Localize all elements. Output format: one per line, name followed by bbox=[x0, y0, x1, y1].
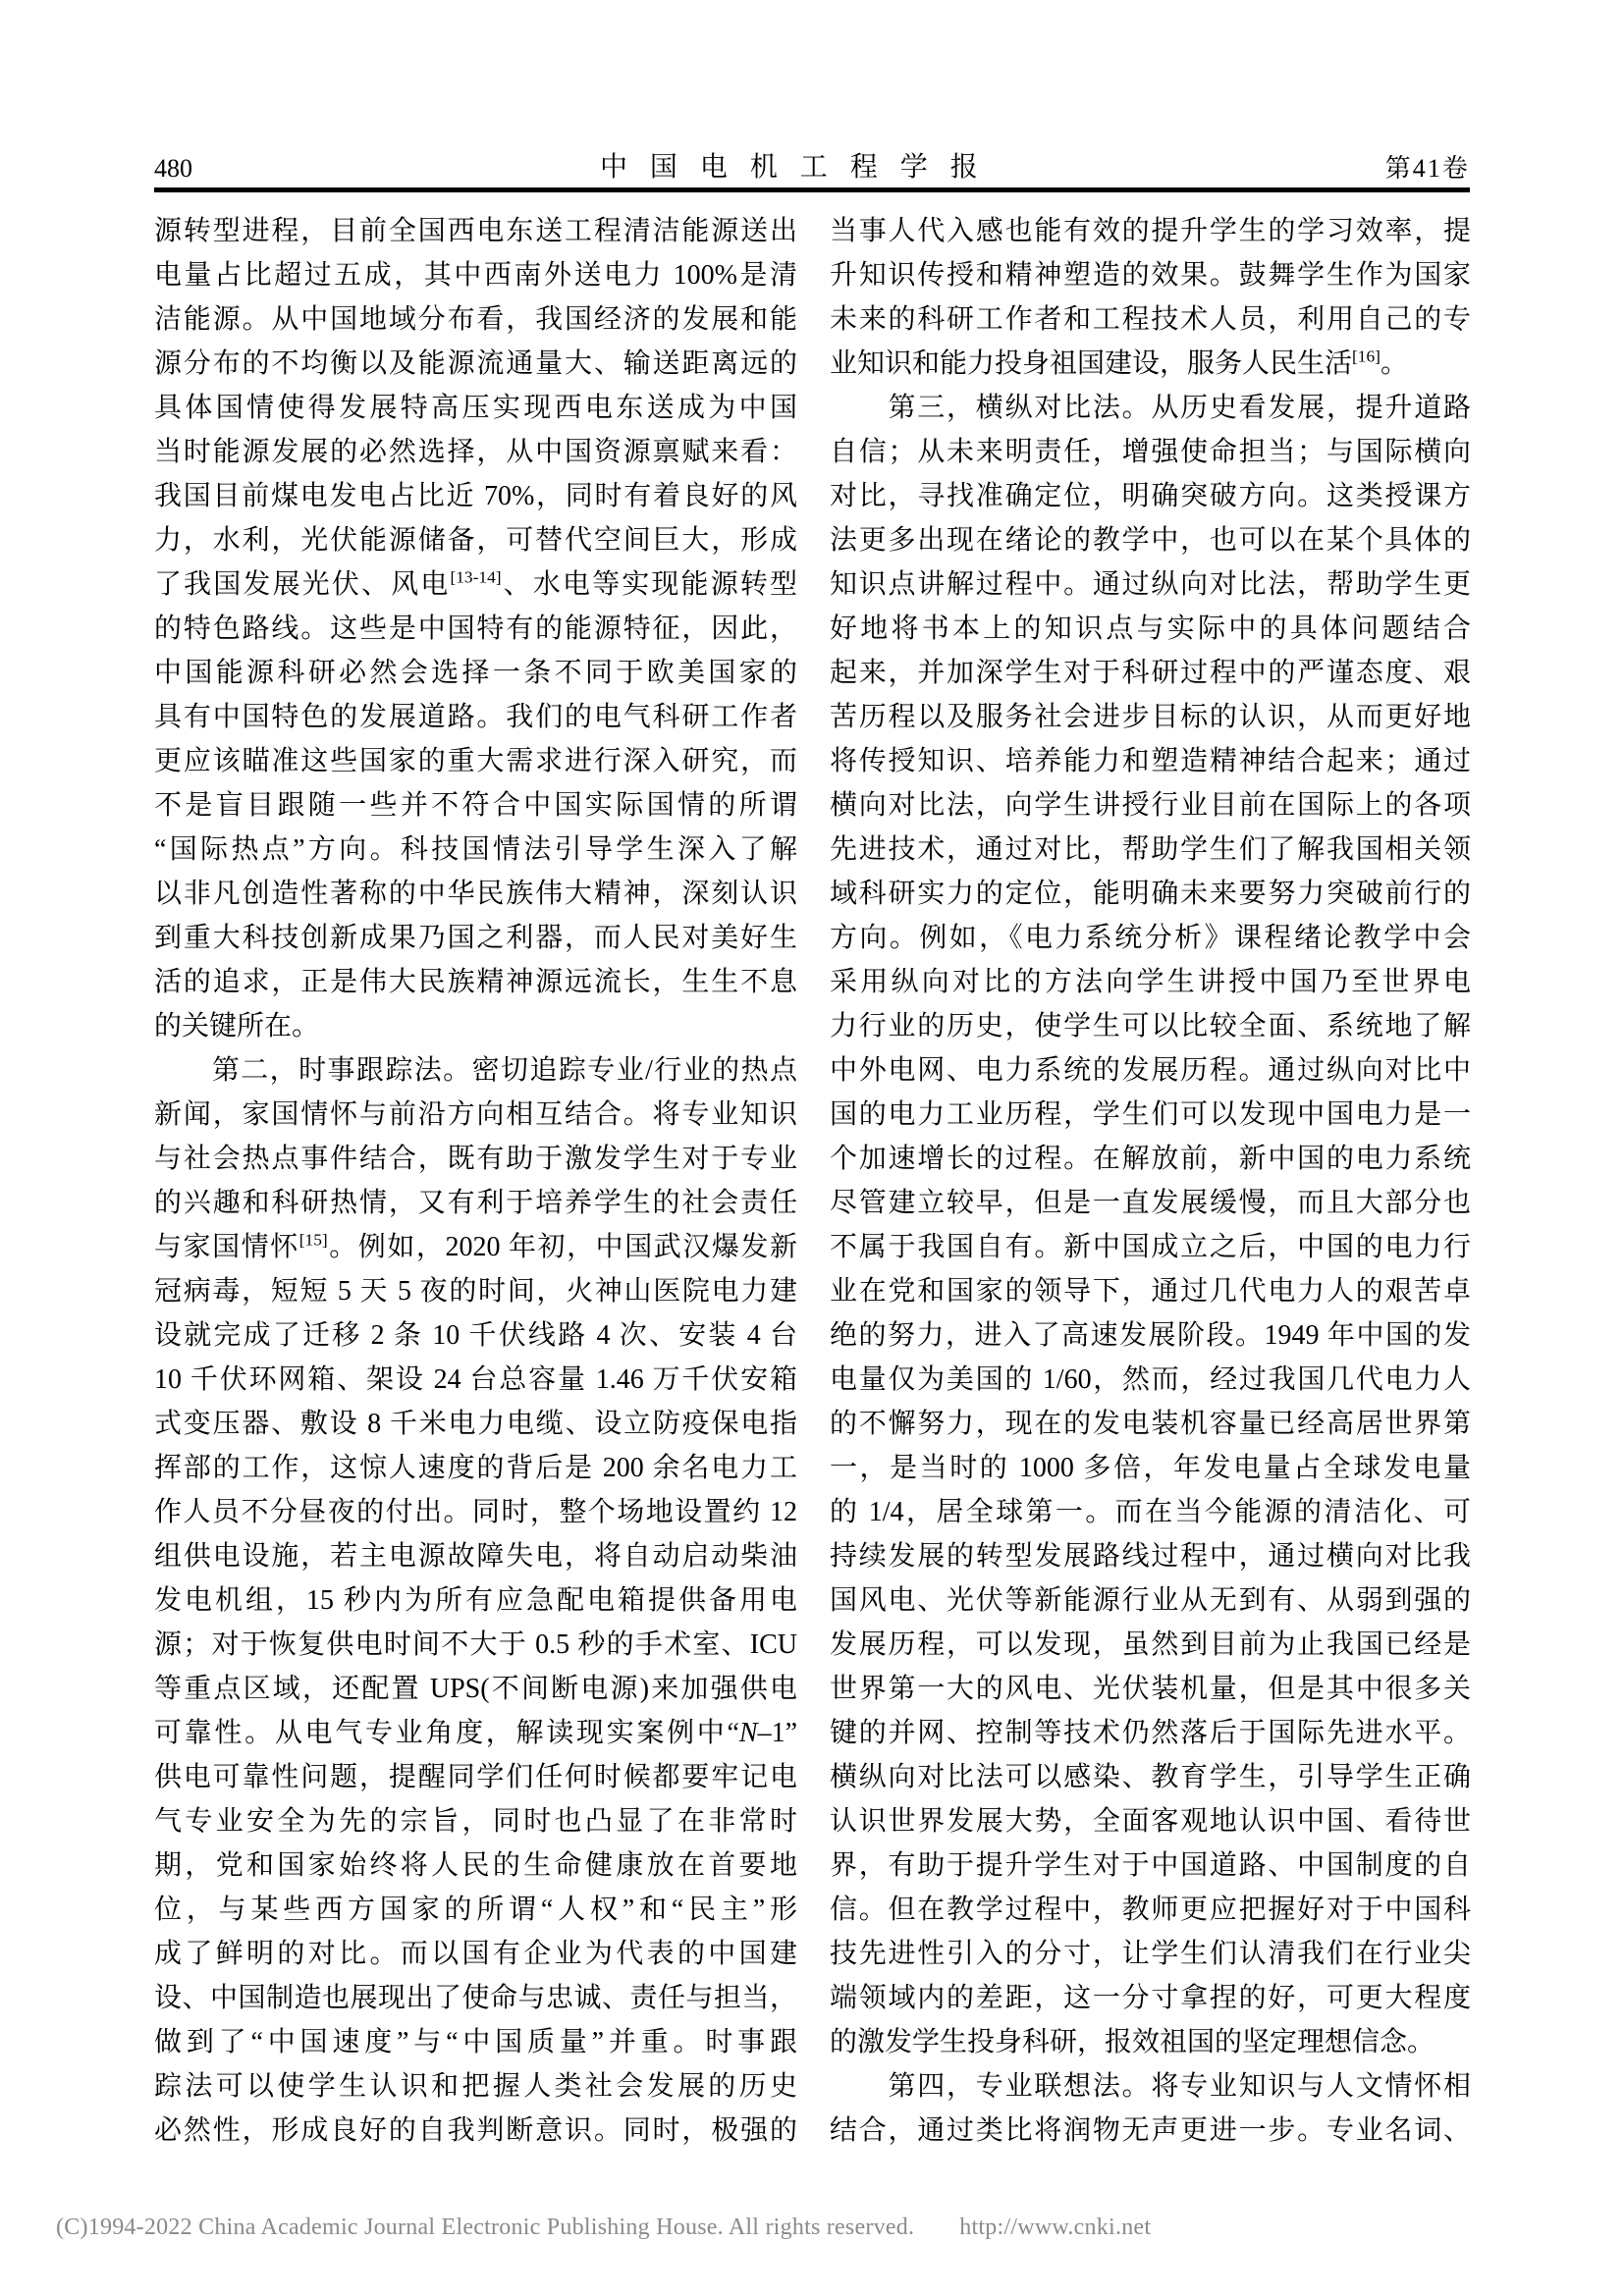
text-line: 发电机组，15 秒内为所有应急配电箱提供备用电 bbox=[154, 1585, 797, 1616]
text-line: 国风电、光伏等新能源行业从无到有、从弱到强的 bbox=[830, 1585, 1471, 1616]
text-line: 知识点讲解过程中。通过纵向对比法，帮助学生更 bbox=[830, 569, 1471, 600]
text-line: 期，党和国家始终将人民的生命健康放在首要地 bbox=[154, 1850, 797, 1881]
citation-ref: [13-14] bbox=[450, 567, 502, 587]
text-line: 供电可靠性问题，提醒同学们任何时候都要牢记电 bbox=[154, 1762, 797, 1792]
copyright-text: (C)1994-2022 China Academic Journal Electronic Publishing House. All rights reserved. bbox=[56, 2215, 915, 2240]
text-line: 不属于我国自有。新中国成立之后，中国的电力行 bbox=[830, 1232, 1471, 1262]
text-line: 可靠性。从电气专业角度，解读现实案例中“N–1” bbox=[154, 1718, 797, 1748]
right-column bbox=[830, 209, 1471, 2153]
text-line: 业知识和能力投身祖国建设，服务人民生活[16]。 bbox=[830, 347, 1408, 379]
text-line: 个加速增长的过程。在解放前，新中国的电力系统 bbox=[830, 1144, 1471, 1174]
text-line: “国际热点”方向。科技国情法引导学生深入了解 bbox=[154, 834, 797, 865]
journal-title: 中国电机工程学报 bbox=[599, 152, 1001, 183]
text-line: 第二，时事跟踪法。密切追踪专业/行业的热点 bbox=[154, 1055, 797, 1086]
citation-ref: [15] bbox=[298, 1230, 328, 1250]
header-rule bbox=[154, 187, 1470, 192]
text-line: 电量仅为美国的 1/60，然而，经过我国几代电力人 bbox=[830, 1364, 1471, 1395]
text-line: 源；对于恢复供电时间不大于 0.5 秒的手术室、ICU bbox=[154, 1629, 797, 1660]
text-line: 业在党和国家的领导下，通过几代电力人的艰苦卓 bbox=[830, 1276, 1471, 1307]
text-line: 气专业安全为先的宗旨，同时也凸显了在非常时 bbox=[154, 1806, 797, 1837]
text-line: 界，有助于提升学生对于中国道路、中国制度的自 bbox=[830, 1850, 1471, 1881]
text-line: 当事人代入感也能有效的提升学生的学习效率，提 bbox=[830, 216, 1471, 246]
text-line: 中国能源科研必然会选择一条不同于欧美国家的 bbox=[154, 658, 797, 688]
text-line: 自信；从未来明责任，增强使命担当；与国际横向 bbox=[830, 437, 1471, 467]
text-line: 将传授知识、培养能力和塑造精神结合起来；通过 bbox=[830, 746, 1471, 776]
text-line: 发展历程，可以发现，虽然到目前为止我国已经是 bbox=[830, 1629, 1471, 1660]
text-line: 先进技术，通过对比，帮助学生们了解我国相关领 bbox=[830, 834, 1471, 865]
text-line: 第四，专业联想法。将专业知识与人文情怀相 bbox=[830, 2071, 1471, 2102]
text-line: 升知识传授和精神塑造的效果。鼓舞学生作为国家 bbox=[830, 260, 1471, 291]
text-line: 更应该瞄准这些国家的重大需求进行深入研究，而 bbox=[154, 746, 797, 776]
page-number: 480 bbox=[154, 154, 192, 183]
left-column bbox=[154, 209, 797, 2153]
text-line: 式变压器、敷设 8 千米电力电缆、设立防疫保电指 bbox=[154, 1409, 797, 1439]
text-line: 力行业的历史，使学生可以比较全面、系统地了解 bbox=[830, 1011, 1471, 1041]
text-line: 电量占比超过五成，其中西南外送电力 100%是清 bbox=[154, 260, 797, 291]
text-line: 未来的科研工作者和工程技术人员，利用自己的专 bbox=[830, 304, 1471, 335]
volume-label: 第41卷 bbox=[1384, 154, 1470, 183]
text-line: 的关键所在。 bbox=[154, 1011, 320, 1041]
text-line: 等重点区域，还配置 UPS(不间断电源)来加强供电 bbox=[154, 1674, 797, 1704]
text-line: 起来，并加深学生对于科研过程中的严谨态度、艰 bbox=[830, 658, 1471, 688]
page-header bbox=[154, 140, 1470, 182]
text-line: 成了鲜明的对比。而以国有企业为代表的中国建 bbox=[154, 1939, 797, 1969]
text-line: 第三，横纵对比法。从历史看发展，提升道路 bbox=[830, 393, 1471, 423]
text-line: 端领域内的差距，这一分寸拿捏的好，可更大程度 bbox=[830, 1983, 1471, 2013]
text-line: 不是盲目跟随一些并不符合中国实际国情的所谓 bbox=[154, 790, 797, 821]
text-line: 以非凡创造性著称的中华民族伟大精神，深刻认识 bbox=[154, 879, 797, 909]
text-line: 键的并网、控制等技术仍然落后于国际先进水平。 bbox=[830, 1718, 1471, 1748]
text-line: 横向对比法，向学生讲授行业目前在国际上的各项 bbox=[830, 790, 1471, 821]
text-line: 设、中国制造也展现出了使命与忠诚、责任与担当， bbox=[154, 1983, 797, 2013]
text-line: 挥部的工作，这惊人速度的背后是 200 余名电力工 bbox=[154, 1453, 797, 1483]
text-line: 苦历程以及服务社会进步目标的认识，从而更好地 bbox=[830, 702, 1471, 732]
text-line: 的 1/4，居全球第一。而在当今能源的清洁化、可 bbox=[830, 1497, 1471, 1527]
text-line: 绝的努力，进入了高速发展阶段。1949 年中国的发 bbox=[830, 1320, 1471, 1351]
text-line: 做到了“中国速度”与“中国质量”并重。时事跟 bbox=[154, 2027, 797, 2057]
text-line: 源转型进程，目前全国西电东送工程清洁能源送出 bbox=[154, 216, 797, 246]
text-line: 了我国发展光伏、风电[13-14]、水电等实现能源转型 bbox=[154, 567, 797, 600]
text-line: 位，与某些西方国家的所谓“人权”和“民主”形 bbox=[154, 1895, 797, 1925]
text-line: 技先进性引入的分寸，让学生们认清我们在行业尖 bbox=[830, 1939, 1471, 1969]
text-line: 的不懈努力，现在的发电装机容量已经高居世界第 bbox=[830, 1409, 1471, 1439]
text-line: 必然性，形成良好的自我判断意识。同时，极强的 bbox=[154, 2115, 797, 2146]
italic-variable: N bbox=[738, 1718, 758, 1748]
text-line: 与社会热点事件结合，既有助于激发学生对于专业 bbox=[154, 1144, 797, 1174]
text-line: 方向。例如，《电力系统分析》课程绪论教学中会 bbox=[830, 923, 1471, 953]
text-line: 法更多出现在绪论的教学中，也可以在某个具体的 bbox=[830, 525, 1471, 556]
text-line: 的特色路线。这些是中国特有的能源特征，因此， bbox=[154, 614, 797, 644]
text-line: 设就完成了迁移 2 条 10 千伏线路 4 次、安装 4 台 bbox=[154, 1320, 797, 1351]
text-line: 的兴趣和科研热情，又有利于培养学生的社会责任 bbox=[154, 1188, 797, 1218]
text-line: 到重大科技创新成果乃国之利器，而人民对美好生 bbox=[154, 923, 797, 953]
text-line: 力，水利，光伏能源储备，可替代空间巨大，形成 bbox=[154, 525, 797, 556]
text-line: 一，是当时的 1000 多倍，年发电量占全球发电量 bbox=[830, 1453, 1471, 1483]
text-line: 10 千伏环网箱、架设 24 台总容量 1.46 万千伏安箱 bbox=[154, 1364, 797, 1395]
text-line: 域科研实力的定位，能明确未来要努力突破前行的 bbox=[830, 879, 1471, 909]
text-line: 信。但在教学过程中，教师更应把握好对于中国科 bbox=[830, 1895, 1471, 1925]
text-line: 中外电网、电力系统的发展历程。通过纵向对比中 bbox=[830, 1055, 1471, 1086]
text-line: 横纵向对比法可以感染、教育学生，引导学生正确 bbox=[830, 1762, 1471, 1792]
text-line: 好地将书本上的知识点与实际中的具体问题结合 bbox=[830, 614, 1471, 644]
text-line: 采用纵向对比的方法向学生讲授中国乃至世界电 bbox=[830, 967, 1471, 997]
cnki-url: http://www.cnki.net bbox=[959, 2215, 1152, 2240]
page-footer bbox=[56, 2215, 1588, 2241]
text-line: 洁能源。从中国地域分布看，我国经济的发展和能 bbox=[154, 304, 797, 335]
citation-ref: [16] bbox=[1352, 347, 1380, 366]
text-line: 国的电力工业历程，学生们可以发现中国电力是一 bbox=[830, 1099, 1471, 1130]
text-line: 冠病毒，短短 5 天 5 夜的时间，火神山医院电力建 bbox=[154, 1276, 797, 1307]
text-line: 对比，寻找准确定位，明确突破方向。这类授课方 bbox=[830, 481, 1471, 511]
text-line: 活的追求，正是伟大民族精神源远流长，生生不息 bbox=[154, 967, 797, 997]
text-line: 结合，通过类比将润物无声更进一步。专业名词、 bbox=[830, 2115, 1471, 2146]
text-line: 我国目前煤电发电占比近 70%，同时有着良好的风 bbox=[154, 481, 797, 511]
text-line: 的激发学生投身科研，报效祖国的坚定理想信念。 bbox=[830, 2027, 1435, 2057]
text-line: 当时能源发展的必然选择，从中国资源禀赋来看： bbox=[154, 437, 797, 467]
text-line: 具有中国特色的发展道路。我们的电气科研工作者 bbox=[154, 702, 797, 732]
text-line: 作人员不分昼夜的付出。同时，整个场地设置约 12 bbox=[154, 1497, 797, 1527]
text-line: 尽管建立较早，但是一直发展缓慢，而且大部分也 bbox=[830, 1188, 1471, 1218]
text-line: 新闻，家国情怀与前沿方向相互结合。将专业知识 bbox=[154, 1099, 797, 1130]
text-line: 具体国情使得发展特高压实现西电东送成为中国 bbox=[154, 393, 797, 423]
text-line: 世界第一大的风电、光伏装机量，但是其中很多关 bbox=[830, 1674, 1471, 1704]
text-line: 组供电设施，若主电源故障失电，将自动启动柴油 bbox=[154, 1541, 797, 1572]
text-line: 与家国情怀[15]。例如，2020 年初，中国武汉爆发新 bbox=[154, 1230, 797, 1262]
text-line: 踪法可以使学生认识和把握人类社会发展的历史 bbox=[154, 2071, 797, 2102]
text-line: 认识世界发展大势，全面客观地认识中国、看待世 bbox=[830, 1806, 1471, 1837]
text-line: 持续发展的转型发展路线过程中，通过横向对比我 bbox=[830, 1541, 1471, 1572]
text-line: 源分布的不均衡以及能源流通量大、输送距离远的 bbox=[154, 348, 797, 379]
